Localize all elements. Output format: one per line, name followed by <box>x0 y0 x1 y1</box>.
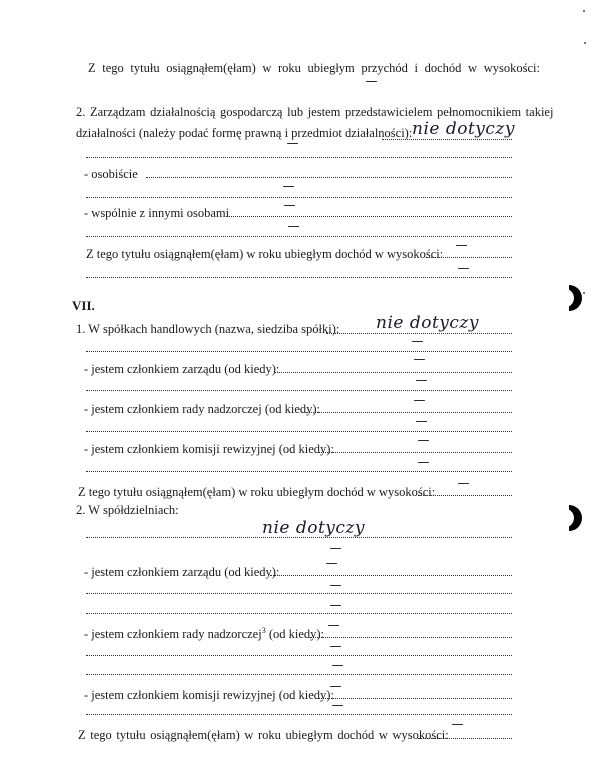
handwritten-dash <box>412 341 423 342</box>
fill-line[interactable] <box>86 351 512 352</box>
audit-committee-fill-line[interactable] <box>318 452 512 453</box>
handwritten-dash <box>416 421 427 422</box>
income-2-label: Z tego tytułu osiągnąłem(ęłam) w roku ubiegłym dochód w wysokości: <box>86 247 444 261</box>
companies-fill-line[interactable] <box>326 333 512 334</box>
fill-line[interactable] <box>86 537 512 538</box>
income-2-fill-line[interactable] <box>426 257 512 258</box>
handwritten-not-applicable: nie dotyczy <box>376 313 479 333</box>
companies-label: 1. W spółkach handlowych (nazwa, siedziba spółki): <box>76 322 340 336</box>
handwritten-dash <box>458 483 469 484</box>
income-3-fill-line[interactable] <box>418 495 512 496</box>
punch-hole <box>556 285 582 311</box>
personally-label: - osobiście <box>84 167 138 181</box>
board-member-fill-line[interactable] <box>274 372 512 373</box>
handwritten-dash <box>330 646 341 647</box>
fill-line[interactable] <box>86 593 512 594</box>
handwritten-dash <box>330 605 341 606</box>
handwritten-dash <box>287 143 298 144</box>
fill-line[interactable] <box>86 390 512 391</box>
audit-committee-label: - jestem członkiem komisji rewizyjnej (od kiedy): <box>84 442 334 456</box>
scan-speck <box>583 292 585 294</box>
handwritten-dash <box>288 226 299 227</box>
handwritten-dash <box>452 724 463 725</box>
handwritten-dash <box>416 380 427 381</box>
scan-speck <box>584 42 586 44</box>
fill-line[interactable] <box>86 157 512 158</box>
fill-line[interactable] <box>86 236 512 237</box>
coop-audit-committee-label: - jestem członkiem komisji rewizyjnej (od kiedy): <box>84 688 334 702</box>
income-4-label: Z tego tytułu osiągnąłem(ęłam) w roku ubiegłym dochód w wysokości: <box>78 728 449 742</box>
business-item-line1: 2. Zarządzam działalnością gospodarczą lub jestem przedstawicielem pełnomocnikiem takiej <box>76 105 554 119</box>
section-vii-heading: VII. <box>72 298 95 313</box>
fill-line[interactable] <box>86 655 512 656</box>
handwritten-dash <box>330 585 341 586</box>
coop-supervisory-board-label: - jestem członkiem rady nadzorczej$^3$ (od kiedy): <box>84 626 325 642</box>
handwritten-dash <box>458 268 469 269</box>
fill-line[interactable] <box>86 471 512 472</box>
jointly-label: - wspólnie z innymi osobami <box>84 206 230 220</box>
jointly-fill-line[interactable] <box>226 216 512 217</box>
fill-line[interactable] <box>86 431 512 432</box>
handwritten-not-applicable: nie dotyczy <box>412 119 515 139</box>
supervisory-board-label: - jestem członkiem rady nadzorczej (od kiedy): <box>84 402 321 416</box>
handwritten-dash <box>414 359 425 360</box>
cooperatives-label: 2. W spółdzielniach: <box>76 503 179 517</box>
income-line: Z tego tytułu osiągnąłem(ęłam) w roku ubiegłym przychód i dochód w wysokości: <box>88 61 540 75</box>
personally-fill-line[interactable] <box>146 177 512 178</box>
handwritten-dash <box>332 705 343 706</box>
coop-audit-committee-fill-line[interactable] <box>318 698 512 699</box>
handwritten-dash <box>332 665 343 666</box>
handwritten-dash <box>418 440 429 441</box>
business-fill-line[interactable] <box>382 139 512 140</box>
fill-line[interactable] <box>86 197 512 198</box>
handwritten-dash <box>326 563 337 564</box>
coop-supervisory-board-fill-line[interactable] <box>310 637 512 638</box>
income-4-fill-line[interactable] <box>418 738 512 739</box>
fill-line[interactable] <box>86 674 512 675</box>
fill-line[interactable] <box>86 613 512 614</box>
handwritten-dash <box>456 245 467 246</box>
punch-hole <box>556 505 582 531</box>
handwritten-dash <box>366 81 377 82</box>
handwritten-dash <box>418 462 429 463</box>
handwritten-dash <box>284 205 295 206</box>
handwritten-dash <box>330 548 341 549</box>
coop-board-member-label: - jestem członkiem zarządu (od kiedy): <box>84 565 280 579</box>
coop-board-member-fill-line[interactable] <box>270 575 512 576</box>
business-item-line2: działalności (należy podać formę prawną i przedmiot działalności): <box>76 126 413 140</box>
supervisory-board-fill-line[interactable] <box>306 412 512 413</box>
fill-line[interactable] <box>86 277 512 278</box>
handwritten-dash <box>414 400 425 401</box>
handwritten-dash <box>328 625 339 626</box>
scan-speck <box>583 10 585 12</box>
handwritten-not-applicable: nie dotyczy <box>262 518 365 538</box>
fill-line[interactable] <box>86 714 512 715</box>
board-member-label: - jestem członkiem zarządu (od kiedy): <box>84 362 280 376</box>
income-3-label: Z tego tytułu osiągnąłem(ęłam) w roku ubiegłym dochód w wysokości: <box>78 485 436 499</box>
handwritten-dash <box>283 186 294 187</box>
